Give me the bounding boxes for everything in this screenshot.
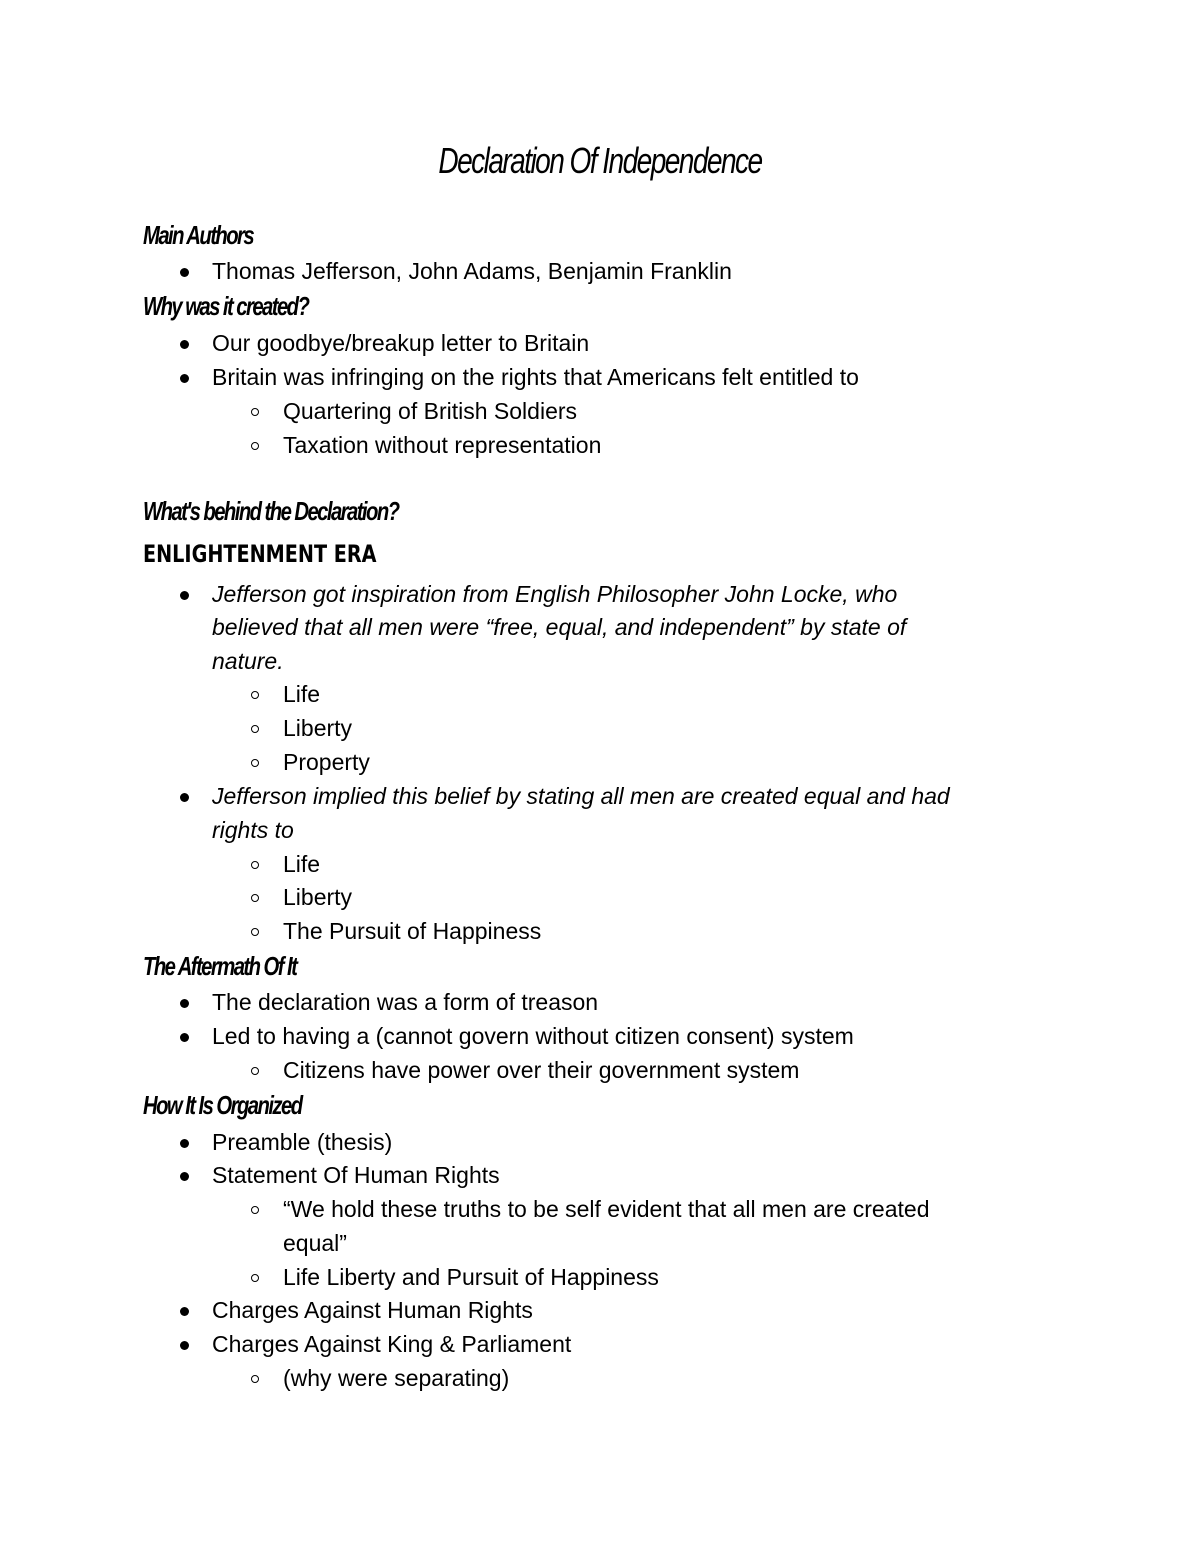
hollow-bullet-icon xyxy=(251,759,259,767)
hollow-bullet-icon xyxy=(251,1274,259,1282)
section-heading-main-authors: Main Authors xyxy=(143,220,254,250)
bullet-icon xyxy=(180,1172,189,1181)
list-item: Jefferson got inspiration from English Philosopher John Locke, who xyxy=(212,581,898,607)
list-subitem: Taxation without representation xyxy=(283,432,602,458)
hollow-bullet-icon xyxy=(251,1375,259,1383)
list-item-continuation: rights to xyxy=(212,817,294,843)
section-heading-why-created: Why was it created? xyxy=(143,291,309,321)
list-item: Led to having a (cannot govern without citizen consent) system xyxy=(212,1023,854,1049)
hollow-bullet-icon xyxy=(251,1206,259,1214)
list-subitem: Life xyxy=(283,681,321,707)
list-subitem: (why were separating) xyxy=(283,1365,510,1391)
list-subitem: Citizens have power over their government system xyxy=(283,1057,800,1083)
list-item: Our goodbye/breakup letter to Britain xyxy=(212,330,590,356)
bullet-icon xyxy=(180,1307,189,1316)
bullet-icon xyxy=(180,999,189,1008)
list-item: Jefferson implied this belief by stating all men are created equal and had xyxy=(212,783,950,809)
section-heading-aftermath: The Aftermath Of It xyxy=(143,951,297,981)
list-subitem-continuation: equal” xyxy=(283,1230,347,1256)
list-subitem: Liberty xyxy=(283,715,353,741)
hollow-bullet-icon xyxy=(251,408,259,416)
list-item: Thomas Jefferson, John Adams, Benjamin Franklin xyxy=(212,258,732,284)
bullet-icon xyxy=(180,1033,189,1042)
list-item: Charges Against King & Parliament xyxy=(212,1331,572,1357)
bullet-icon xyxy=(180,340,189,349)
hollow-bullet-icon xyxy=(251,928,259,936)
bullet-icon xyxy=(180,374,189,383)
document-title: Declaration Of Independence xyxy=(438,140,762,181)
bullet-icon xyxy=(180,793,189,802)
list-item: The declaration was a form of treason xyxy=(212,989,599,1015)
hollow-bullet-icon xyxy=(251,861,259,869)
list-subitem: “We hold these truths to be self evident that all men are created xyxy=(283,1196,930,1222)
hollow-bullet-icon xyxy=(251,1067,259,1075)
hollow-bullet-icon xyxy=(251,691,259,699)
bullet-icon xyxy=(180,1341,189,1350)
list-item: Statement Of Human Rights xyxy=(212,1162,500,1188)
list-subitem: Life Liberty and Pursuit of Happiness xyxy=(283,1264,659,1290)
list-subitem: Liberty xyxy=(283,884,353,910)
bullet-icon xyxy=(180,1139,189,1148)
hollow-bullet-icon xyxy=(251,442,259,450)
list-item-continuation: nature. xyxy=(212,648,284,674)
hollow-bullet-icon xyxy=(251,725,259,733)
bullet-icon xyxy=(180,268,189,277)
section-heading-whats-behind: What's behind the Declaration? xyxy=(143,496,399,526)
list-subitem: Quartering of British Soldiers xyxy=(283,398,578,424)
bullet-icon xyxy=(180,591,189,600)
list-item-continuation: believed that all men were “free, equal, and independent” by state of xyxy=(212,614,907,640)
section-subheading-enlightenment: ENLIGHTENMENT ERA xyxy=(143,540,377,568)
hollow-bullet-icon xyxy=(251,894,259,902)
list-subitem: The Pursuit of Happiness xyxy=(283,918,542,944)
section-heading-organized: How It Is Organized xyxy=(143,1090,302,1120)
list-item: Britain was infringing on the rights that Americans felt entitled to xyxy=(212,364,859,390)
list-item: Charges Against Human Rights xyxy=(212,1297,533,1323)
list-item: Preamble (thesis) xyxy=(212,1129,393,1155)
list-subitem: Property xyxy=(283,749,370,775)
list-subitem: Life xyxy=(283,851,321,877)
